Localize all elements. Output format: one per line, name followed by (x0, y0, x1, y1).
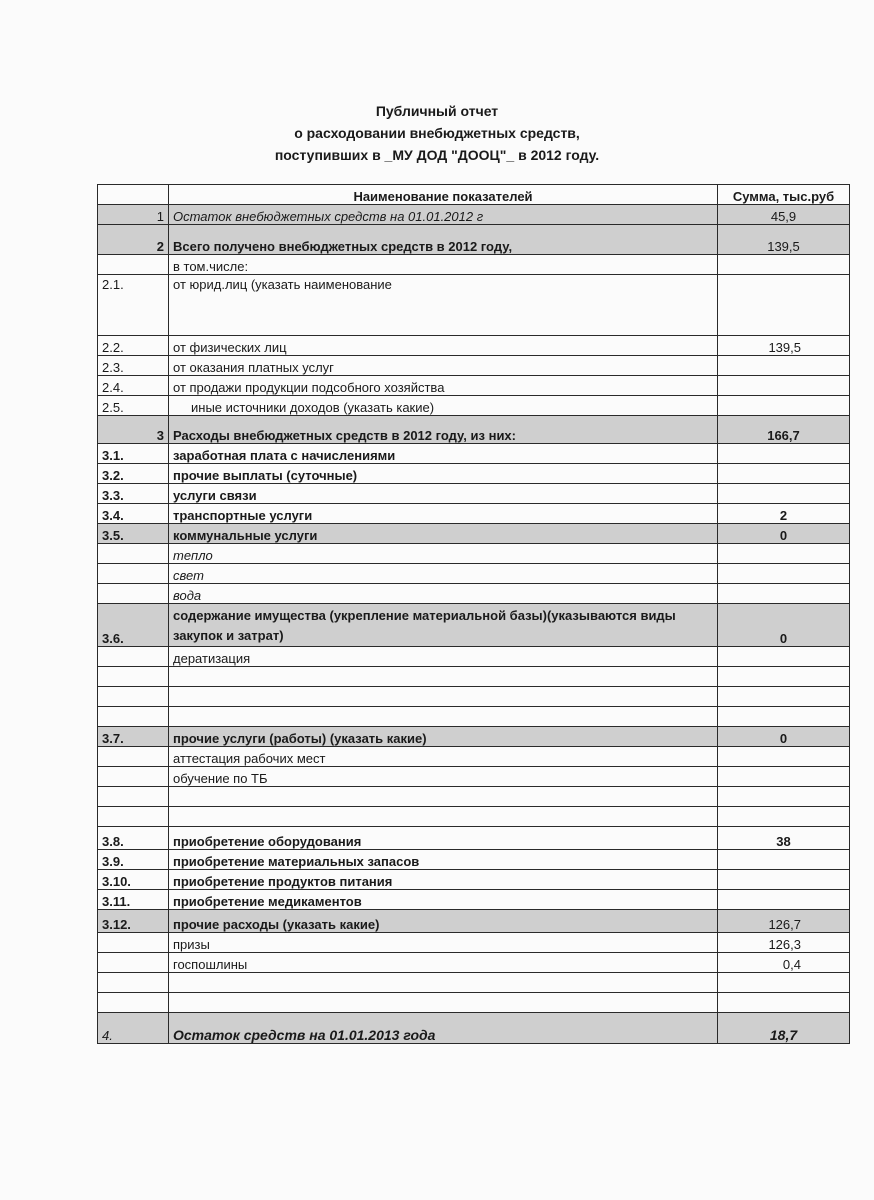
table-row (98, 933, 850, 953)
row-amount (718, 484, 850, 504)
row-num (98, 584, 169, 604)
row-name: заработная плата с начислениями (169, 444, 718, 464)
empty-cell (718, 667, 850, 687)
row-amount (718, 870, 850, 890)
row-num: 3.10. (98, 870, 169, 890)
row-amount (718, 255, 850, 275)
row-num: 3.7. (98, 727, 169, 747)
table-row (98, 504, 850, 524)
row-amount (718, 464, 850, 484)
row-num: 3.11. (98, 890, 169, 910)
row-num: 3.6. (98, 604, 169, 647)
row-amount: 18,7 (718, 1013, 850, 1044)
row-name: приобретение материальных запасов (169, 850, 718, 870)
row-amount: 166,7 (718, 416, 850, 444)
row-name: от юрид.лиц (указать наименование (169, 275, 718, 336)
table-row (98, 544, 850, 564)
row-num: 3.4. (98, 504, 169, 524)
row-name: госпошлины (169, 953, 718, 973)
empty-cell (169, 687, 718, 707)
row-num (98, 953, 169, 973)
row-name: призы (169, 933, 718, 953)
row-amount (718, 564, 850, 584)
empty-cell (718, 687, 850, 707)
empty-cell (98, 707, 169, 727)
table-row (98, 376, 850, 396)
table-header-row (98, 185, 850, 205)
empty-cell (98, 667, 169, 687)
table-row (98, 396, 850, 416)
row-amount: 126,7 (718, 910, 850, 933)
row-amount: 38 (718, 827, 850, 850)
row-name: дератизация (169, 647, 718, 667)
row-num (98, 255, 169, 275)
row-num (98, 544, 169, 564)
title-line-2: о расходовании внебюджетных средств, (294, 125, 580, 141)
row-amount: 0,4 (718, 953, 850, 973)
row-amount: 45,9 (718, 205, 850, 225)
table-row (98, 953, 850, 973)
empty-cell (98, 687, 169, 707)
table-row (98, 647, 850, 667)
row-num (98, 564, 169, 584)
empty-row (98, 973, 850, 993)
row-num: 3.9. (98, 850, 169, 870)
empty-cell (169, 993, 718, 1013)
table-row (98, 464, 850, 484)
header-amount-cell: Сумма, тыс.руб (718, 185, 850, 205)
row-num: 2 (98, 225, 169, 255)
report-title (0, 100, 874, 166)
row-name: Остаток внебюджетных средств на 01.01.2012 г (169, 205, 718, 225)
row-amount: 0 (718, 727, 850, 747)
row-amount (718, 396, 850, 416)
empty-cell (718, 707, 850, 727)
table-row (98, 205, 850, 225)
table-row (98, 444, 850, 464)
table-row (98, 584, 850, 604)
row-amount: 0 (718, 604, 850, 647)
header-name-cell: Наименование показателей (169, 185, 718, 205)
row-name: аттестация рабочих мест (169, 747, 718, 767)
row-name: коммунальные услуги (169, 524, 718, 544)
table-row (98, 564, 850, 584)
row-num (98, 767, 169, 787)
table-row (98, 850, 850, 870)
empty-row (98, 807, 850, 827)
header-num-cell (98, 185, 169, 205)
empty-cell (169, 807, 718, 827)
table-row (98, 225, 850, 255)
title-line-1: Публичный отчет (375, 103, 499, 119)
table-row (98, 275, 850, 336)
empty-row (98, 667, 850, 687)
row-num: 2.5. (98, 396, 169, 416)
row-name: услуги связи (169, 484, 718, 504)
row-name: приобретение продуктов питания (169, 870, 718, 890)
row-num (98, 647, 169, 667)
empty-cell (718, 993, 850, 1013)
table-row (98, 255, 850, 275)
row-num: 1 (98, 205, 169, 225)
empty-cell (169, 707, 718, 727)
row-name: прочие услуги (работы) (указать какие) (169, 727, 718, 747)
empty-row (98, 687, 850, 707)
table-row (98, 484, 850, 504)
table-row (98, 767, 850, 787)
row-name: транспортные услуги (169, 504, 718, 524)
row-amount (718, 767, 850, 787)
empty-cell (169, 787, 718, 807)
row-num: 3.1. (98, 444, 169, 464)
row-name: Всего получено внебюджетных средств в 2012 году, (169, 225, 718, 255)
table-row (98, 910, 850, 933)
row-name: прочие выплаты (суточные) (169, 464, 718, 484)
table-row (98, 416, 850, 444)
row-name: иные источники доходов (указать какие) (169, 396, 718, 416)
table-row (98, 336, 850, 356)
row-num (98, 747, 169, 767)
row-num: 3.2. (98, 464, 169, 484)
row-amount (718, 647, 850, 667)
table-row (98, 356, 850, 376)
row-amount: 139,5 (718, 336, 850, 356)
row-num: 3 (98, 416, 169, 444)
row-amount (718, 850, 850, 870)
table-row (98, 604, 850, 647)
row-name: тепло (169, 544, 718, 564)
empty-cell (169, 973, 718, 993)
row-amount (718, 376, 850, 396)
row-amount: 126,3 (718, 933, 850, 953)
row-num: 3.8. (98, 827, 169, 850)
row-name: прочие расходы (указать какие) (169, 910, 718, 933)
row-amount (718, 747, 850, 767)
table-row (98, 747, 850, 767)
table-row (98, 524, 850, 544)
empty-cell (718, 787, 850, 807)
table-row (98, 727, 850, 747)
row-amount: 139,5 (718, 225, 850, 255)
row-amount (718, 890, 850, 910)
title-line-3: поступивших в _МУ ДОД "ДООЦ"_ в 2012 году. (274, 147, 600, 163)
row-num: 3.5. (98, 524, 169, 544)
empty-row (98, 993, 850, 1013)
row-num: 3.3. (98, 484, 169, 504)
empty-cell (718, 973, 850, 993)
row-amount: 0 (718, 524, 850, 544)
row-name: свет (169, 564, 718, 584)
row-amount (718, 356, 850, 376)
row-name: от оказания платных услуг (169, 356, 718, 376)
table-row (98, 827, 850, 850)
row-num: 2.1. (98, 275, 169, 336)
empty-row (98, 787, 850, 807)
empty-cell (718, 807, 850, 827)
row-name: обучение по ТБ (169, 767, 718, 787)
row-num: 2.3. (98, 356, 169, 376)
table-row (98, 1013, 850, 1044)
row-amount: 2 (718, 504, 850, 524)
row-num: 3.12. (98, 910, 169, 933)
row-name: содержание имущества (укрепление материальной базы)(указываются виды закупок и затрат) (169, 604, 718, 647)
empty-cell (98, 787, 169, 807)
table-row (98, 870, 850, 890)
row-amount (718, 584, 850, 604)
row-name: от продажи продукции подсобного хозяйства (169, 376, 718, 396)
row-name: в том.числе: (169, 255, 718, 275)
row-name: приобретение медикаментов (169, 890, 718, 910)
row-num: 2.4. (98, 376, 169, 396)
empty-cell (98, 807, 169, 827)
report-table (97, 184, 850, 1044)
empty-cell (169, 667, 718, 687)
table-row (98, 890, 850, 910)
row-name: приобретение оборудования (169, 827, 718, 850)
empty-cell (98, 993, 169, 1013)
row-amount (718, 444, 850, 464)
empty-cell (98, 973, 169, 993)
row-name: Расходы внебюджетных средств в 2012 году, из них: (169, 416, 718, 444)
row-amount (718, 544, 850, 564)
row-name: от физических лиц (169, 336, 718, 356)
row-amount (718, 275, 850, 336)
row-num: 2.2. (98, 336, 169, 356)
row-num (98, 933, 169, 953)
empty-row (98, 707, 850, 727)
row-name: Остаток средств на 01.01.2013 года (169, 1013, 718, 1044)
row-name: вода (169, 584, 718, 604)
row-num: 4. (98, 1013, 169, 1044)
